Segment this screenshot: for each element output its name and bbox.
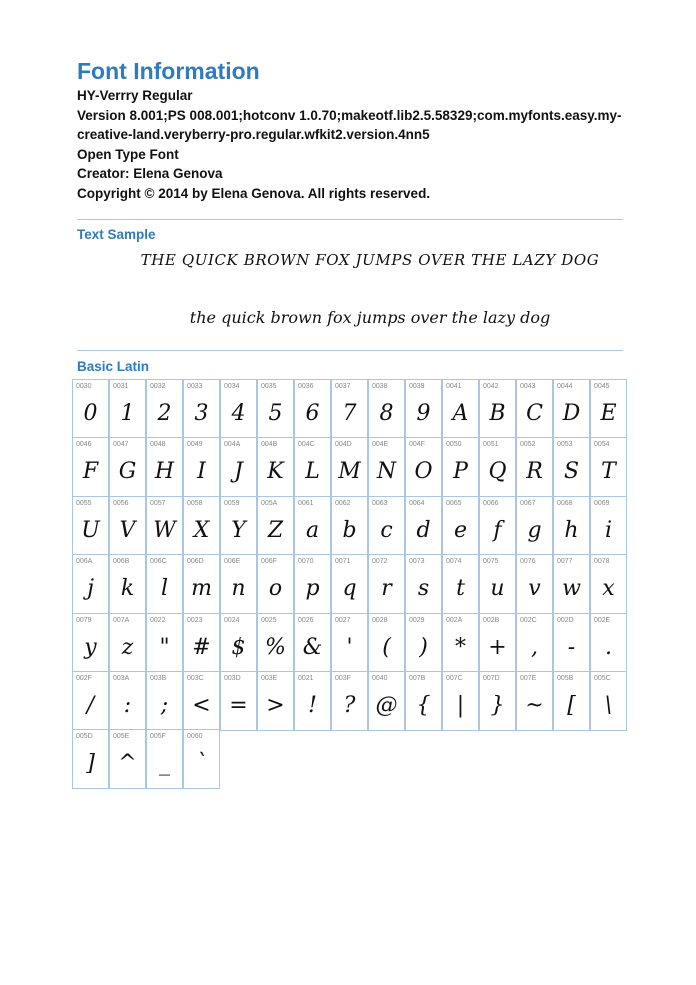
creator: Creator: Elena Genova — [77, 166, 223, 181]
glyph-code: 005E — [113, 733, 130, 741]
glyph-char: R — [526, 459, 543, 485]
glyph-cell — [590, 554, 627, 614]
glyph-char: 0 — [83, 401, 98, 426]
glyph-cell — [109, 729, 146, 789]
glyph-code: 0021 — [298, 675, 314, 682]
basic-latin-heading: Basic Latin — [77, 359, 150, 374]
glyph-code: 004A — [224, 441, 241, 449]
glyph-cell — [294, 379, 331, 439]
glyph-char: j — [87, 576, 94, 602]
glyph-char: : — [123, 693, 132, 718]
glyph-char: d — [416, 517, 431, 543]
glyph-char: $ — [231, 634, 246, 660]
glyph-char: s — [417, 576, 430, 602]
glyph-char: / — [86, 693, 95, 718]
glyph-cell — [183, 613, 220, 673]
glyph-char: b — [342, 517, 357, 543]
glyph-code: 003E — [261, 675, 278, 682]
glyph-code: 0068 — [557, 499, 573, 507]
glyph-cell — [146, 554, 183, 614]
glyph-code: 0071 — [335, 558, 351, 566]
glyph-cell — [405, 613, 442, 673]
glyph-char: * — [455, 634, 466, 660]
glyph-char: ^ — [118, 751, 137, 777]
glyph-code: 006B — [113, 558, 130, 566]
glyph-char: L — [305, 459, 320, 485]
glyph-cell — [368, 671, 405, 731]
glyph-char: { — [416, 693, 431, 718]
glyph-code: 003B — [150, 675, 167, 682]
glyph-code: 003C — [187, 675, 204, 682]
glyph-cell — [183, 729, 220, 789]
glyph-cell — [479, 554, 516, 614]
glyph-code: 0051 — [483, 441, 499, 449]
glyph-code: 0056 — [113, 499, 129, 507]
glyph-cell — [553, 437, 590, 497]
glyph-code: 0041 — [446, 383, 462, 390]
glyph-code: 0031 — [113, 383, 129, 390]
glyph-char: v — [528, 576, 541, 602]
glyph-char: G — [118, 459, 137, 485]
glyph-char: f — [493, 517, 502, 543]
glyph-code: 0055 — [76, 499, 92, 507]
glyph-code: 0070 — [298, 558, 314, 566]
glyph-char: X — [193, 517, 210, 543]
glyph-char: H — [154, 459, 175, 485]
glyph-char: l — [160, 576, 169, 602]
glyph-code: 0060 — [187, 733, 203, 741]
glyph-code: 0029 — [409, 616, 425, 624]
glyph-cell — [516, 554, 553, 614]
glyph-cell — [331, 613, 368, 673]
glyph-cell — [516, 613, 553, 673]
glyph-code: 0035 — [261, 383, 277, 390]
glyph-cell — [553, 379, 590, 439]
glyph-cell — [109, 496, 146, 556]
glyph-char: x — [602, 576, 615, 602]
font-name: HY-Verrry Regular — [77, 88, 193, 103]
glyph-cell — [257, 379, 294, 439]
glyph-cell — [109, 671, 146, 731]
glyph-code: 0038 — [372, 383, 388, 390]
glyph-code: 0046 — [76, 441, 92, 449]
glyph-char: n — [231, 576, 246, 602]
glyph-code: 0034 — [224, 383, 240, 390]
glyph-char: g — [527, 517, 542, 543]
glyph-char: I — [197, 459, 206, 485]
glyph-cell — [109, 554, 146, 614]
glyph-cell — [257, 554, 294, 614]
glyph-code: 0061 — [298, 499, 314, 507]
glyph-char: z — [121, 634, 134, 660]
glyph-char: P — [453, 459, 468, 485]
glyph-code: 002C — [520, 616, 537, 624]
glyph-cell — [405, 554, 442, 614]
glyph-cell — [146, 496, 183, 556]
glyph-char: 3 — [194, 401, 209, 426]
glyph-char: q — [342, 576, 357, 602]
glyph-code: 0044 — [557, 383, 573, 390]
glyph-char: D — [562, 401, 581, 426]
glyph-char: p — [305, 576, 320, 602]
glyph-cell — [257, 496, 294, 556]
glyph-char: ` — [196, 751, 207, 777]
glyph-code: 0045 — [594, 383, 610, 390]
glyph-char: U — [81, 517, 100, 543]
glyph-char: i — [604, 517, 613, 543]
glyph-char: 2 — [157, 401, 172, 426]
glyph-char: Z — [267, 517, 284, 543]
glyph-cell — [109, 437, 146, 497]
glyph-cell — [516, 437, 553, 497]
glyph-char: F — [82, 459, 99, 485]
glyph-code: 006E — [224, 558, 241, 566]
glyph-char: 7 — [342, 401, 357, 426]
glyph-cell — [72, 613, 109, 673]
glyph-code: 005B — [557, 675, 574, 682]
glyph-char: _ — [159, 751, 170, 777]
glyph-cell — [331, 496, 368, 556]
glyph-cell — [72, 554, 109, 614]
glyph-char: ; — [160, 693, 169, 718]
glyph-cell — [257, 437, 294, 497]
glyph-char: B — [489, 401, 506, 426]
glyph-cell — [72, 496, 109, 556]
glyph-cell — [331, 379, 368, 439]
glyph-cell — [442, 379, 479, 439]
glyph-code: 003F — [335, 675, 351, 682]
glyph-cell — [72, 671, 109, 731]
glyph-char: M — [338, 459, 361, 485]
glyph-code: 002B — [483, 616, 500, 624]
glyph-cell — [294, 554, 331, 614]
glyph-char: + — [488, 634, 507, 660]
glyph-code: 0037 — [335, 383, 351, 390]
glyph-cell — [479, 379, 516, 439]
glyph-char: ! — [308, 693, 317, 718]
glyph-code: 0069 — [594, 499, 610, 507]
glyph-cell — [294, 613, 331, 673]
glyph-code: 0030 — [76, 383, 92, 390]
glyph-char: N — [376, 459, 397, 485]
glyph-char: . — [605, 634, 612, 660]
glyph-cell — [294, 496, 331, 556]
glyph-code: 0062 — [335, 499, 351, 507]
glyph-code: 0073 — [409, 558, 425, 566]
glyph-cell — [257, 613, 294, 673]
glyph-char: W — [153, 517, 176, 543]
glyph-char: V — [119, 517, 136, 543]
glyph-code: 002D — [557, 616, 574, 624]
glyph-cell — [405, 437, 442, 497]
glyph-char: 1 — [120, 401, 135, 426]
glyph-cell — [109, 613, 146, 673]
glyph-code: 005D — [76, 733, 93, 741]
glyph-char: 5 — [268, 401, 283, 426]
glyph-char: Q — [488, 459, 507, 485]
glyph-code: 002F — [76, 675, 92, 682]
version-line-2: creative-land.veryberry-pro.regular.wfkit2.version.4nn5 — [77, 127, 430, 142]
glyph-code: 0076 — [520, 558, 536, 566]
glyph-code: 0036 — [298, 383, 314, 390]
glyph-char: a — [305, 517, 320, 543]
glyph-cell — [368, 496, 405, 556]
glyph-cell — [368, 379, 405, 439]
glyph-char: Y — [231, 517, 246, 543]
glyph-code: 007B — [409, 675, 426, 682]
glyph-char: m — [191, 576, 212, 602]
glyph-cell — [479, 437, 516, 497]
glyph-cell — [553, 554, 590, 614]
glyph-code: 004D — [335, 441, 352, 449]
font-information-heading: Font Information — [77, 58, 260, 84]
glyph-code: 005C — [594, 675, 611, 682]
glyph-cell — [72, 729, 109, 789]
glyph-code: 0075 — [483, 558, 499, 566]
glyph-char: < — [192, 693, 211, 718]
glyph-char: [ — [567, 693, 576, 718]
glyph-char: " — [159, 634, 170, 660]
glyph-char: @ — [375, 693, 398, 718]
glyph-code: 006D — [187, 558, 204, 566]
divider — [77, 219, 623, 220]
glyph-cell — [183, 671, 220, 731]
glyph-code: 0078 — [594, 558, 610, 566]
glyph-char: J — [234, 459, 243, 485]
glyph-cell — [479, 496, 516, 556]
glyph-cell — [368, 437, 405, 497]
glyph-char: ~ — [525, 693, 544, 718]
glyph-code: 003A — [113, 675, 130, 682]
glyph-char: 4 — [231, 401, 246, 426]
font-type: Open Type Font — [77, 146, 179, 162]
glyph-cell — [442, 554, 479, 614]
glyph-cell — [294, 437, 331, 497]
glyph-char: ? — [343, 693, 356, 718]
glyph-cell — [146, 671, 183, 731]
glyph-char: > — [266, 693, 285, 718]
glyph-code: 0063 — [372, 499, 388, 507]
glyph-char: ] — [86, 751, 95, 777]
glyph-char: % — [265, 634, 286, 660]
glyph-cell — [442, 437, 479, 497]
glyph-code: 0024 — [224, 616, 240, 624]
glyph-cell — [590, 437, 627, 497]
glyph-code: 0043 — [520, 383, 536, 390]
glyph-char: # — [192, 634, 211, 660]
glyph-code: 0047 — [113, 441, 129, 449]
glyph-cell — [590, 496, 627, 556]
glyph-code: 0079 — [76, 616, 92, 624]
glyph-code: 004E — [372, 441, 389, 449]
glyph-code: 0067 — [520, 499, 536, 507]
glyph-char: k — [120, 576, 135, 602]
text-sample-heading: Text Sample — [77, 227, 156, 242]
glyph-code: 0027 — [335, 616, 351, 624]
glyph-code: 006F — [261, 558, 277, 566]
divider — [77, 350, 623, 351]
glyph-cell — [479, 613, 516, 673]
glyph-cell — [257, 671, 294, 731]
glyph-code: 0048 — [150, 441, 166, 449]
glyph-code: 005F — [150, 733, 166, 741]
glyph-char: o — [268, 576, 283, 602]
glyph-code: 0025 — [261, 616, 277, 624]
glyph-code: 002E — [594, 616, 611, 624]
glyph-cell — [405, 671, 442, 731]
glyph-cell — [220, 437, 257, 497]
glyph-code: 002A — [446, 616, 463, 624]
glyph-cell — [146, 379, 183, 439]
glyph-cell — [405, 379, 442, 439]
glyph-code: 0074 — [446, 558, 462, 566]
glyph-cell — [294, 671, 331, 731]
glyph-char: h — [564, 517, 579, 543]
glyph-cell — [183, 496, 220, 556]
glyph-cell — [590, 671, 627, 731]
glyph-code: 0052 — [520, 441, 536, 449]
glyph-code: 0026 — [298, 616, 314, 624]
glyph-code: 006C — [150, 558, 167, 566]
glyph-cell — [220, 613, 257, 673]
glyph-char: E — [600, 401, 617, 426]
glyph-cell — [442, 496, 479, 556]
glyph-code: 0023 — [187, 616, 203, 624]
glyph-code: 006A — [76, 558, 93, 566]
glyph-code: 004B — [261, 441, 278, 449]
text-sample-uppercase: THE QUICK BROWN FOX JUMPS OVER THE LAZY DOG — [140, 251, 600, 269]
glyph-char: A — [452, 401, 469, 426]
glyph-char: 8 — [379, 401, 394, 426]
glyph-cell — [220, 379, 257, 439]
glyph-cell — [368, 554, 405, 614]
glyph-code: 0049 — [187, 441, 203, 449]
glyph-char: y — [84, 634, 97, 660]
glyph-cell — [516, 496, 553, 556]
glyph-code: 0040 — [372, 675, 388, 682]
glyph-cell — [368, 613, 405, 673]
text-sample-lowercase: the quick brown fox jumps over the lazy dog — [189, 308, 551, 327]
glyph-cell — [220, 554, 257, 614]
version-line-1: Version 8.001;PS 008.001;hotconv 1.0.70;makeotf.lib2.5.58329;com.myfonts.easy.my- — [77, 107, 622, 123]
glyph-code: 0065 — [446, 499, 462, 507]
glyph-code: 004F — [409, 441, 425, 449]
glyph-char: 6 — [305, 401, 320, 426]
glyph-char: \ — [604, 693, 613, 718]
glyph-code: 0058 — [187, 499, 203, 507]
glyph-code: 0072 — [372, 558, 388, 566]
glyph-cell — [590, 613, 627, 673]
glyph-char: e — [453, 517, 468, 543]
glyph-code: 007E — [520, 675, 537, 682]
glyph-char: O — [414, 459, 433, 485]
glyph-code: 005A — [261, 499, 278, 507]
glyph-char: w — [562, 576, 581, 602]
glyph-code: 0059 — [224, 499, 240, 507]
glyph-code: 0033 — [187, 383, 203, 390]
glyph-cell — [72, 379, 109, 439]
glyph-cell — [442, 613, 479, 673]
glyph-char: ) — [419, 634, 428, 660]
glyph-char: u — [490, 576, 505, 602]
glyph-cell — [590, 379, 627, 439]
glyph-cell — [146, 613, 183, 673]
glyph-char: ( — [382, 634, 391, 660]
glyph-char: & — [302, 634, 323, 660]
glyph-code: 007A — [113, 616, 130, 624]
glyph-char: c — [380, 517, 393, 543]
glyph-char: , — [531, 634, 538, 660]
glyph-char: ' — [346, 634, 353, 660]
glyph-code: 003D — [224, 675, 241, 682]
glyph-cell — [183, 379, 220, 439]
font-info-page — [77, 58, 623, 376]
glyph-cell — [516, 379, 553, 439]
glyph-cell — [479, 671, 516, 731]
glyph-char: K — [267, 459, 284, 485]
glyph-code: 007D — [483, 675, 500, 682]
glyph-cell — [183, 554, 220, 614]
glyph-cell — [553, 671, 590, 731]
glyph-cell — [146, 729, 183, 789]
glyph-code: 004C — [298, 441, 315, 449]
glyph-char: S — [563, 459, 580, 485]
glyph-cell — [183, 437, 220, 497]
glyph-cell — [146, 437, 183, 497]
glyph-cell — [331, 437, 368, 497]
glyph-code: 0054 — [594, 441, 610, 449]
glyph-char: } — [490, 693, 505, 718]
glyph-cell — [109, 379, 146, 439]
glyph-cell — [72, 437, 109, 497]
glyph-cell — [220, 671, 257, 731]
glyph-cell — [331, 554, 368, 614]
glyph-cell — [442, 671, 479, 731]
glyph-cell — [516, 671, 553, 731]
glyph-code: 0022 — [150, 616, 166, 624]
glyph-char: | — [456, 693, 465, 718]
glyph-char: - — [567, 634, 576, 660]
glyph-char: r — [381, 576, 392, 602]
glyph-cell — [553, 613, 590, 673]
glyph-code: 0053 — [557, 441, 573, 449]
glyph-char: t — [456, 576, 465, 602]
glyph-cell — [220, 496, 257, 556]
glyph-code: 0066 — [483, 499, 499, 507]
glyph-code: 007C — [446, 675, 463, 682]
glyph-code: 0050 — [446, 441, 462, 449]
copyright: Copyright © 2014 by Elena Genova. All rights reserved. — [77, 185, 431, 201]
glyph-char: C — [526, 401, 543, 426]
glyph-code: 0032 — [150, 383, 166, 390]
glyph-code: 0042 — [483, 383, 499, 390]
glyph-char: T — [601, 459, 616, 485]
glyph-code: 0064 — [409, 499, 425, 507]
glyph-cell — [553, 496, 590, 556]
glyph-code: 0039 — [409, 383, 425, 390]
glyph-char: 9 — [416, 401, 431, 426]
glyph-code: 0028 — [372, 616, 388, 624]
glyph-cell — [331, 671, 368, 731]
glyph-char: = — [229, 693, 248, 718]
glyph-code: 0077 — [557, 558, 573, 566]
glyph-code: 0057 — [150, 499, 166, 507]
glyph-cell — [405, 496, 442, 556]
